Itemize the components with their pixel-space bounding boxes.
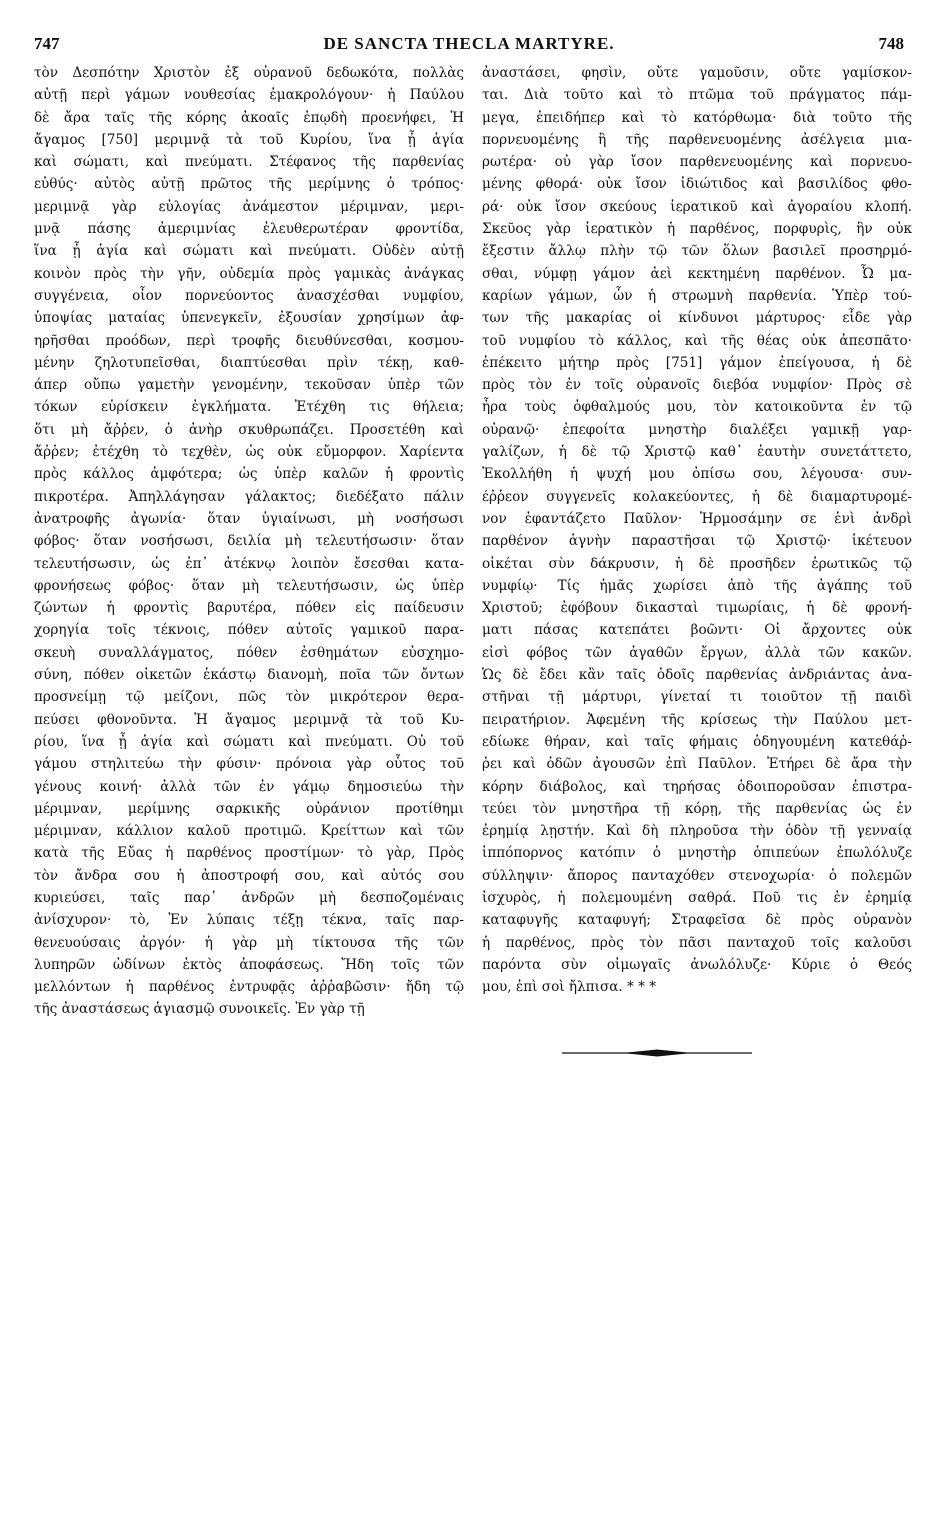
left-column-line: άπερ οὔπω γαμετὴν γενομένην, τεκοῦσαν ὑπὲρ τῶν xyxy=(34,377,464,394)
page-number-left: 747 xyxy=(34,34,60,53)
left-column-line: καὶ σώματι, καὶ πνεύματι. Στέφανος τῆς παρθενίας xyxy=(34,154,464,171)
left-column-line: σύνη, πόθεν οἰκετῶν ἑκάστῳ διανομὴ, ποῖα τῶν ὄντων xyxy=(34,667,464,684)
left-column-line: ηρῆσθαι προόδων, περὶ τροφῆς διευθύνεσθαι, κοσμου- xyxy=(34,332,464,349)
right-column-line: έῤῥεον συγγενεῖς κολακεύοντες, ἡ δὲ διαμαρτυρομέ- xyxy=(482,488,912,505)
right-column-line: ται. Διὰ τοῦτο καὶ τὸ πτῶμα τοῦ πράγματος πάμ- xyxy=(482,87,912,104)
left-column-line: μελλόντων ἡ παρθένος ἐντρυφᾷς ἀῤῥαβῶσιν· ἤδη τῷ xyxy=(34,979,464,996)
left-column-line: κυριεύσει, ταῖς παρ᾽ ἀνδρῶν μὴ δεσποζομέναις xyxy=(34,889,464,906)
right-column-line: ἔξεστιν ἄλλῳ πλὴν τῷ τῶν ὅλων βασιλεῖ προσηρμό- xyxy=(482,243,912,260)
right-column xyxy=(482,62,912,998)
page-number-right: 748 xyxy=(878,34,904,53)
right-column-line: μένης φθορά· οὐκ ἴσον ἰδιώτιδος καὶ βασιλίδος φθο- xyxy=(482,176,912,193)
right-column-line: σύλληψιν· ἄπορος πανταχόθεν στενοχωρία· ὁ πολεμῶν xyxy=(482,867,912,884)
right-column-line: Ὡς δὲ ἔδει κἂν ταῖς ὁδοῖς παρθενίας ἀνδριάντας ἀνα- xyxy=(482,667,912,684)
left-column-line: δὲ ἄρα ταῖς τῆς κόρης ἀκοαῖς ἐπῳδὴ προενήφει, Ἡ xyxy=(34,109,464,126)
right-column-line: ἱππόπορνος κατόπιν ὁ μνηστὴρ ὀπιπεύων ἐπωλόλυζε xyxy=(482,845,912,862)
right-column-line: ἐπέκειτο μήτηρ πρὸς [751] γάμον ἐπείγουσα, ἡ δὲ xyxy=(482,354,912,371)
left-column-line: ἵνα ᾖ ἁγία καὶ σώματι καὶ πνεύματι. Οὐδὲν αὐτῇ xyxy=(34,243,464,260)
right-column-line: οἰκέται σὺν δάκρυσιν, ἡ δὲ προσῆδεν ἐρωτικῶς τῷ xyxy=(482,555,912,572)
left-column-line: τὸν ἄνδρα σου ἡ ἀποστροφή σου, καὶ αὐτός σου xyxy=(34,867,464,884)
left-column-line: μεριμνᾷ γὰρ εὐλογίας ἀνάμεστον μέριμναν, μερι- xyxy=(34,198,464,215)
left-column-line: ἀνατροφῆς ἀγωνία· ὅταν ὑγιαίνωσι, μὴ νοσήσωσι xyxy=(34,510,464,527)
left-column-line: συγγένεια, οἷον πορνεύοντος ἀνασχέσθαι νυμφίου, xyxy=(34,287,464,304)
right-column-line: Χριστοῦ; ἐφόβουν δικασταὶ τιμωρίαις, ἡ δὲ φρονή- xyxy=(482,600,912,617)
right-column-line: ἦρα τοὺς ὀφθαλμούς μου, τὸν κατοικοῦντα ἐν τῷ xyxy=(482,399,912,416)
left-column-line: ρίου, ἵνα ᾖ ἁγία καὶ σώματι καὶ πνεύματι. Οὐ τοῦ xyxy=(34,733,464,750)
left-column-line: χορηγία τοῖς τέκνοις, πόθεν αὐτοῖς γαμικοῦ παρα- xyxy=(34,622,464,639)
right-column-line: ἀναστάσει, φησὶν, οὔτε γαμοῦσιν, οὔτε γαμίσκον- xyxy=(482,65,912,81)
left-column xyxy=(34,62,464,1021)
left-column-line: πρὸς κάλλος ἀμφότερα; ὡς ὑπὲρ καλῶν ἡ φροντὶς xyxy=(34,466,464,483)
left-column-line: σκευὴ συναλλάγματος, πόθεν ἐσθημάτων εὐσχημο- xyxy=(34,644,464,661)
right-column-line: τεύει τὸν μνηστῆρα τῇ κόρῃ, τῆς παρθενίας ὡς ἐν xyxy=(482,800,912,817)
left-column-line: κοινὸν πρὸς τὴν γῆν, οὐδεμία πρὸς γαμικὰς ἀνάγκας xyxy=(34,265,464,282)
right-column-line: ἡ παρθένος, πρὸς τὸν πᾶσι πανταχοῦ τοῖς καλοῦσι xyxy=(482,934,912,951)
left-column-line: γάμου στηλιτεύω τὴν φύσιν· πρόνοια γὰρ οὗτος τοῦ xyxy=(34,756,464,773)
left-column-line: φόβος· ὅταν νοσήσωσι, δειλία μὴ τελευτήσωσιν· ὅταν xyxy=(34,533,464,550)
left-column-line: εὐθύς· αὐτὸς αὐτῇ πρῶτος τῆς μερίμνης ὁ τρόπος· xyxy=(34,176,464,193)
left-column-line: πικροτέρα. Ἀπηλλάγησαν γάλακτος; διεδέξατο πάλιν xyxy=(34,488,464,505)
right-column-line: ἰσχυρὸς, ἡ πολεμουμένη σαθρά. Ποῦ τις ἐν ἐρημίᾳ xyxy=(482,889,912,906)
left-column-line: ὑποψίας ματαίας ὑπενεγκεῖν, ἐξουσίαν χρησίμων ἀφ- xyxy=(34,310,464,327)
right-column-line: ρωτέρα· οὐ γὰρ ἴσον παρθενευομένης καὶ πορνευο- xyxy=(482,154,912,171)
right-column-line: νον ἐφαντάζετο Παῦλον· Ἡρμοσάμην σε ἑνὶ ἀνδρὶ xyxy=(482,510,912,527)
left-column-line: τόκων εὑρίσκειν ἐγκλήματα. Ἐτέχθη τις θήλεια; xyxy=(34,399,464,416)
right-column-line: Σκεῦος γὰρ ἱερατικὸν ἡ παρθένος, πορφυρὶς, ἣν οὐκ xyxy=(482,221,912,238)
right-column-line: καταφυγῆς καταφυγή; Στραφεῖσα δὲ πρὸς οὐρανὸν xyxy=(482,912,912,929)
right-column-line: μου, ἐπὶ σοὶ ἤλπισα. * * * xyxy=(482,979,657,996)
left-column-line: ζώντων ἡ φροντὶς βαρυτέρα, πόθεν εἰς παίδευσιν xyxy=(34,600,464,617)
left-column-line: τελευτήσωσιν, ὡς ἐπ᾽ ἀτέκνῳ λοιπὸν ἔσεσθαι κατα- xyxy=(34,555,464,572)
left-column-line: μέριμναν, κάλλιον καλοῦ προτιμῶ. Κρείττων καὶ τῶν xyxy=(34,823,464,840)
right-column-line: ρά· οὐκ ἴσον σκεύους ἱερατικοῦ καὶ ἀγοραίου κλοπή. xyxy=(482,198,912,215)
right-column-line: στῆναι τῇ μάρτυρι, γίνεταί τι τοιοῦτον τῇ παιδὶ xyxy=(482,689,912,706)
right-column-line: εἰσὶ φόβος τῶν ἀγαθῶν ἔργων, ἀλλὰ τῶν κακῶν. xyxy=(482,644,912,661)
right-column-line: παρόντα σὺν οἰμωγαῖς ἀνωλόλυζε· Κύριε ὁ Θεός xyxy=(482,956,912,973)
left-column-line: κατὰ τῆς Εὔας ἡ παρθένος προστίμων· τὸ γὰρ, Πρὸς xyxy=(34,845,464,862)
right-column-line: γαλίζων, ἡ δὲ τῷ Χριστῷ καθ᾽ ἑαυτὴν συνετάττετο, xyxy=(482,444,912,461)
right-column-line: νυμφίῳ· Τίς ἡμᾶς χωρίσει ἀπὸ τῆς ἀγάπης τοῦ xyxy=(482,577,912,594)
left-column-line: αὐτῇ περὶ γάμων νουθεσίας ἐμακρολόγουν· ἡ Παύλου xyxy=(34,87,464,104)
right-column-line: ματι πάσας κατεπάτει βοῶντι· Οἱ ἄρχοντες οὐκ xyxy=(482,622,912,639)
left-column-line: ἄῤῥεν; ἐτέχθη τὸ τεχθὲν, ὡς οὐκ εὔμορφον. Χαρίεντα xyxy=(34,444,464,461)
left-column-line: πεύσει φθονοῦντα. Ἡ ἄγαμος μεριμνᾷ τὰ τοῦ Κυ- xyxy=(34,711,464,728)
right-column-line: τοῦ νυμφίου τὸ κάλλος, καὶ τῆς θέας οὐκ ἀπεσπᾶτο· xyxy=(482,332,912,349)
left-column-line: γένους κοινή· ἀλλὰ τῶν ἐν γάμῳ δημοσιεύω τὴν xyxy=(34,778,464,795)
right-column-line: σθαι, νύμφῃ γάμον ἀεὶ κεκτημένη παρθένον. Ὦ μα- xyxy=(482,265,912,282)
left-column-line: ὅτι μὴ ἄῤῥεν, ὁ ἀνὴρ σκυθρωπάζει. Προσετέθη καὶ xyxy=(34,421,464,438)
left-column-line: λυπηρῶν ὠδίνων ἐκτὸς ἀποφάσεως. Ἤδη τοῖς τῶν xyxy=(34,956,464,973)
right-column-line: πειρατήριον. Ἀφεμένη τῆς κρίσεως τὴν Παύλου μετ- xyxy=(482,711,912,728)
left-column-line: μέριμναν, μερίμνης σαρκικῆς οὐράνιον προτίθημι xyxy=(34,800,464,817)
right-column-line: πορνευομένης ἢ τῆς παρθενευομένης ἀσέλγεια μια- xyxy=(482,131,912,148)
left-column-line: μνᾷ πάσης ἀμεριμνίας ἐλευθερωτέραν φροντίδα, xyxy=(34,221,464,238)
left-column-line: προσνείμῃ τῷ μείζονι, πῶς τὸν μικρότερον θερα- xyxy=(34,689,464,706)
left-column-line: θενευούσαις ἀργόν· ἡ γὰρ μὴ τίκτουσα τῆς τῶν xyxy=(34,934,464,951)
right-column-line: οὐρανῷ· ἐπεφοίτα μνηστὴρ διαλέξει γαμικῇ γαρ- xyxy=(482,421,912,438)
right-column-line: μεγα, ἐπειδήπερ καὶ τὸ κατόρθωμα· διὰ τοῦτο τῆς xyxy=(482,109,912,126)
right-column-line: καρίων γάμων, ὧν ἡ στρωμνὴ παρθενία. Ὑπὲρ τού- xyxy=(482,287,912,304)
left-column-line: ἄγαμος [750] μεριμνᾷ τὰ τοῦ Κυρίου, ἵνα ᾖ ἁγία xyxy=(34,131,464,148)
right-column-line: των τῆς μακαρίας οἱ κίνδυνοι μάρτυρος· εἶδε γὰρ xyxy=(482,310,912,327)
running-title: DE SANCTA THECLA MARTYRE. xyxy=(323,34,615,53)
right-column-line: ῥει καὶ ὁδῶν ἀγουσῶν ἐπὶ Παῦλον. Ἐτήρει δὲ ἄρα τὴν xyxy=(482,756,912,773)
left-column-line: μένην ζηλοτυπεῖσθαι, διαπτύεσθαι πρὶν τέκῃ, καθ- xyxy=(34,354,464,371)
left-column-line: τὸν Δεσπότην Χριστὸν ἐξ οὐρανοῦ δεδωκότα, πολλὰς xyxy=(34,65,464,81)
right-column-line: εδίωκε θήραν, καὶ ταῖς φήμαις ὁδηγουμένη κατεθάῤ- xyxy=(482,733,912,750)
right-column-line: κόρην διάβολος, καὶ τηρήσας ὁδοιποροῦσαν ἐπιστρα- xyxy=(482,778,912,795)
left-column-line: φρονήσεως φόβος· ὅταν μὴ τελευτήσωσιν, ὡς ὑπὲρ xyxy=(34,577,464,594)
right-column-line: Ἐκολλήθη ἡ ψυχή μου ὀπίσω σου, λέγουσα· συν- xyxy=(482,466,912,483)
right-column-line: ἐρημίᾳ λῃστήν. Καὶ δὴ πληροῦσα τὴν ὁδὸν τῇ γενναίᾳ xyxy=(482,823,912,840)
right-column-line: παρθένον ἁγνὴν παραστῆσαι τῷ Χριστῷ· ἱκέτευον xyxy=(482,533,912,550)
running-head xyxy=(34,34,904,56)
left-column-line: ἀνίσχυρον· τὸ, Ἐν λύπαις τέξῃ τέκνα, ταῖς παρ- xyxy=(34,912,464,929)
left-column-line: τῆς ἀναστάσεως ἁγιασμῷ συνοικεῖς. Ἐν γὰρ τῇ xyxy=(34,1001,365,1018)
closing-ornament xyxy=(562,1048,752,1058)
right-column-line: πρὸς τὸν ἐν τοῖς οὐρανοῖς διεβόα νυμφίον· Πρὸς σὲ xyxy=(482,377,912,394)
